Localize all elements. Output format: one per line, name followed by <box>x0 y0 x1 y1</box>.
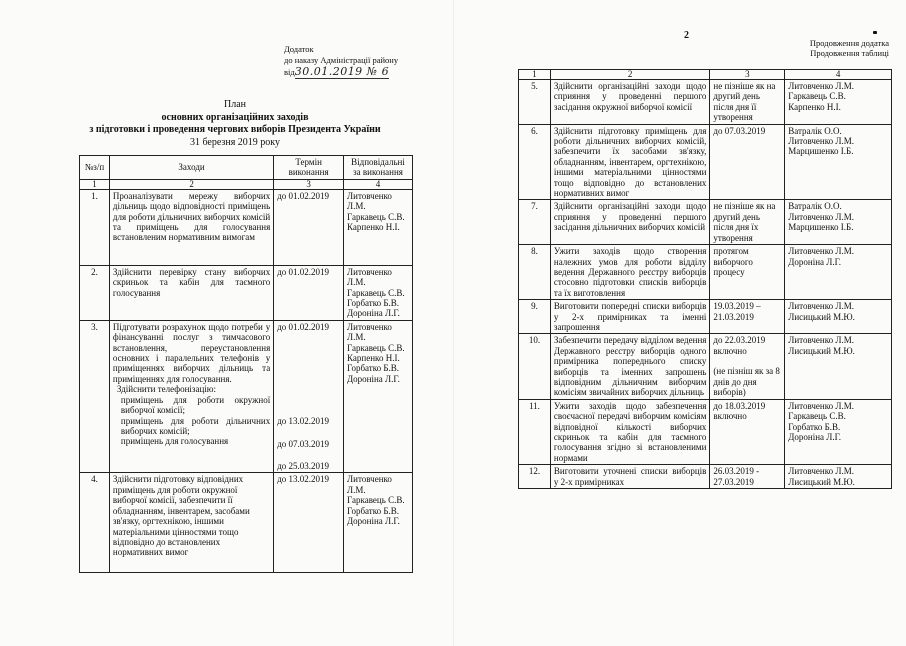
row-responsible: Литовченко Л.М. Дороніна Л.Г. <box>785 245 892 300</box>
row-deadline: протягом виборчого процесу <box>710 245 785 300</box>
plan-table-right <box>518 69 892 489</box>
page-number: 2 <box>684 30 689 41</box>
row-deadline: не пізніше як на другий день після дня їх утворення <box>710 200 785 245</box>
order-reference: до наказу Адміністрації району <box>284 55 399 65</box>
title-line-2: основних організаційних заходів <box>161 111 309 123</box>
table-row <box>519 465 892 489</box>
row-deadline: 26.03.2019 - 27.03.2019 <box>710 465 785 489</box>
table-row <box>80 265 413 320</box>
row-task: Здійснити підготовку відповідних приміщень для роботи окружної виборчої комісії, забезпечити її обладнанням, інвентарем, засобами зв'язку, оргтехнікою, іншими матеріальними цінностями тощо відповідно до встановлених нормативних вимог <box>109 473 273 573</box>
appendix-label: Додаток <box>284 44 314 54</box>
row-responsible: Литовченко Л.М. Гаркавець С.В. Карпенко Н.І. <box>785 80 892 125</box>
column-index-row: 1 2 3 4 <box>80 179 413 189</box>
table-row <box>519 399 892 464</box>
row-task: Підготувати розрахунок щодо потреби у фінансуванні послуг з тимчасового встановлення, переустановлення основних і паралельних телефонів у приміщеннях виборчих дільниць та приміщеннях для голосування. Здійснити телефонізацію: приміщень для роботи окружної виборчої комісії; приміщень для роботи дільничних виборчих комісій; приміщень для голосування <box>109 320 273 473</box>
row-responsible: Литовченко Л.М. Гаркавець С.В. Карпенко Н.І. <box>344 189 413 265</box>
continuation-note: Продовження додатка Продовження таблиці <box>809 38 889 58</box>
title-line-4: 31 березня 2019 року <box>189 136 281 148</box>
row-responsible: Литовченко Л.М. Гаркавець С.В. Карпенко Н.І. Горбатко Б.В. Дороніна Л.Г. <box>344 320 413 473</box>
row-task: Здійснити перевірку стану виборчих скриньок та кабін для таємного голосування <box>109 265 273 320</box>
document-title <box>80 99 390 149</box>
row-task: Здійснити підготовку приміщень для роботи дільничних виборчих комісій, забезпечити їх засобами зв'язку, обладнанням, інвентарем, оргтехнікою, іншими матеріальними цінностями тощо відповідно до встановлених нормативних вимог <box>550 124 709 200</box>
row-task: Здійснити організаційні заходи щодо сприяння у проведенні першого засідання дільничних виборчих комісій <box>550 200 709 245</box>
row-deadline: до 01.02.2019 до 13.02.2019 до 07.03.2019 до 25.03.2019 <box>274 320 344 473</box>
table-row <box>519 200 892 245</box>
table-row <box>519 80 892 125</box>
row-number: 10. <box>519 334 551 399</box>
table-header <box>80 156 413 180</box>
row-responsible: Литовченко Л.М. Гаркавець С.В. Горбатко Б.В. Дороніна Л.Г. <box>785 399 892 464</box>
approval-stamp <box>284 44 398 78</box>
row-responsible: Ватралік О.О. Литовченко Л.М. Марцишенко І.Б. <box>785 124 892 200</box>
row-responsible: Литовченко Л.М. Лисицький М.Ю. <box>785 300 892 334</box>
row-deadline: 19.03.2019 – 21.03.2019 <box>710 300 785 334</box>
page-2 <box>453 0 906 646</box>
row-deadline: не пізніше як на другий день після дня її утворення <box>710 80 785 125</box>
ink-mark <box>873 31 877 34</box>
handwritten-date: 30.01.2019 № 6 <box>294 65 390 78</box>
row-number: 8. <box>519 245 551 300</box>
plan-table-left <box>79 155 413 573</box>
row-number: 7. <box>519 200 551 245</box>
table-row <box>80 473 413 573</box>
row-task: Ужити заходів щодо забезпечення своєчасної передачі виборчим комісіям відповідної кількості виборчих скриньок та кабін для таємного голосування згідно зі встановленими нормами <box>550 399 709 464</box>
row-responsible: Литовченко Л.М. Лисицький М.Ю. <box>785 465 892 489</box>
table-row <box>519 245 892 300</box>
row-task: Проаналізувати мережу виборчих дільниць щодо відповідності приміщень для роботи дільничних виборчих комісій та приміщень для голосування встановленим нормативним вимогам <box>109 189 273 265</box>
row-number: 12. <box>519 465 551 489</box>
row-task: Виготовити уточнені списки виборців у 2-х примірниках <box>550 465 709 489</box>
header-number: №з/п <box>80 156 110 180</box>
table-row <box>80 189 413 265</box>
header-deadline: Термін виконання <box>274 156 344 180</box>
header-responsible: Відповідальні за виконання <box>344 156 413 180</box>
table-row <box>519 334 892 399</box>
title-line-3: з підготовки і проведення чергових виборів Президента України <box>89 124 381 135</box>
row-task: Виготовити попередні списки виборців у 2-х примірниках та іменні запрошення <box>550 300 709 334</box>
table-row <box>519 124 892 200</box>
row-deadline: до 01.02.2019 <box>274 265 344 320</box>
date-prefix: від <box>284 67 295 77</box>
row-deadline: до 07.03.2019 <box>710 124 785 200</box>
row-number: 6. <box>519 124 551 200</box>
title-line-1: План <box>223 99 246 110</box>
row-deadline: до 18.03.2019 включно <box>710 399 785 464</box>
row-responsible: Литовченко Л.М. Лисицький М.Ю. <box>785 334 892 399</box>
row-responsible: Литовченко Л.М. Гаркавець С.В. Горбатко Б.В. Дороніна Л.Г. <box>344 473 413 573</box>
row-deadline: до 13.02.2019 <box>274 473 344 573</box>
row-responsible: Литовченко Л.М. Гаркавець С.В. Горбатко Б.В. Дороніна Л.Г. <box>344 265 413 320</box>
row-task: Здійснити організаційні заходи щодо сприяння у проведенні першого засідання окружної виборчої комісії <box>550 80 709 125</box>
row-task: Ужити заходів щодо створення належних умов для роботи відділу ведення Державного реєстру виборців стосовно підготовки списків виборців та їх виготовлення <box>550 245 709 300</box>
table-row <box>519 300 892 334</box>
row-number: 5. <box>519 80 551 125</box>
column-index-row: 1 2 3 4 <box>519 70 892 80</box>
row-deadline: до 22.03.2019 включно (не пізніш як за 8 днів до дня виборів) <box>710 334 785 399</box>
row-number: 2. <box>80 265 110 320</box>
row-responsible: Ватралік О.О. Литовченко Л.М. Марцишенко І.Б. <box>785 200 892 245</box>
row-number: 1. <box>80 189 110 265</box>
header-measures: Заходи <box>109 156 273 180</box>
row-number: 3. <box>80 320 110 473</box>
row-number: 9. <box>519 300 551 334</box>
table-row <box>80 320 413 473</box>
row-number: 11. <box>519 399 551 464</box>
row-task: Забезпечити передачу відділом ведення Державного реєстру виборців одного примірника попереднього списку виборців та іменних запрошень відповідним дільничним виборчим комісіям звичайних виборчих дільниць <box>550 334 709 399</box>
row-deadline: до 01.02.2019 <box>274 189 344 265</box>
row-number: 4. <box>80 473 110 573</box>
